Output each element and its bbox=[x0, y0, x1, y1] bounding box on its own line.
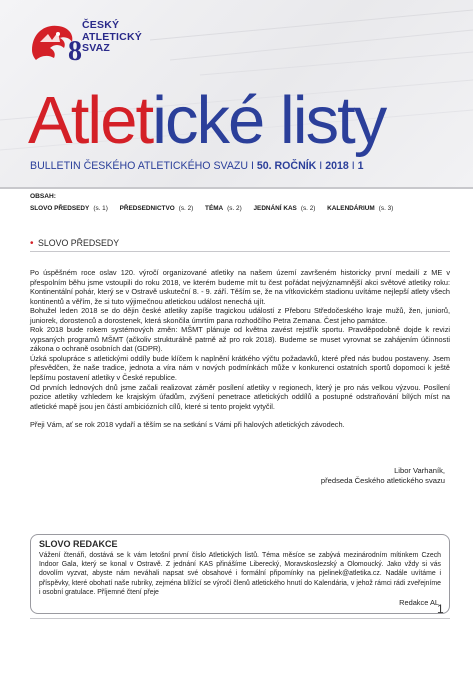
editorial-sign: Redakce AL bbox=[399, 598, 439, 607]
header-divider bbox=[0, 187, 473, 189]
subtitle-year: 2018 bbox=[325, 160, 349, 172]
contents-item-title[interactable]: PŘEDSEDNICTVO bbox=[119, 205, 175, 212]
section-bullet-icon: • bbox=[30, 238, 34, 249]
signature-role: předseda Českého atletického svazu bbox=[320, 476, 445, 485]
page-number: 1 bbox=[437, 602, 444, 616]
masthead-subtitle bbox=[30, 160, 364, 172]
contents-item-page: (s. 2) bbox=[300, 205, 316, 212]
contents-item-title[interactable]: TÉMA bbox=[205, 205, 224, 212]
svg-text:8: 8 bbox=[68, 36, 82, 67]
masthead-title bbox=[28, 83, 386, 158]
subtitle-separator-1: I bbox=[319, 160, 323, 172]
subtitle-separator-2: I bbox=[351, 160, 355, 172]
paragraph: Přeji Vám, ať se rok 2018 vydaří a těším se na setkání s Vámi při halových atletických závodech. bbox=[30, 420, 345, 430]
masthead-title-blue: ické listy bbox=[152, 83, 386, 158]
masthead-title-red: Atlet bbox=[28, 83, 153, 158]
paragraph: Rok 2018 bude rokem systémových změn: MŠMT plánuje od května zavést rejstřík sportu. Pravděpodobně dojde k revizi vypsaných programů MŠMT (ačkoliv strukturálně patrně až pro rok 2018). Budeme se muset vyrovnat se zahájením účinnosti zákona o ochraně osobních dat (GDPR). bbox=[30, 325, 450, 354]
paragraph: Bohužel leden 2018 se do dějin české atletiky zapíše tragickou událostí z Přeboru Středočeského kraje mužů, žen, juniorů, juniorek, dorostenců a dorostenek, která skončila úmrtím pana rozhodčího Petra Zemana. Čest jeho památce. bbox=[30, 306, 450, 325]
signature bbox=[321, 466, 445, 486]
subtitle-volume: 50. ROČNÍK bbox=[256, 160, 317, 172]
subtitle-text: BULLETIN ČESKÉHO ATLETICKÉHO SVAZU I bbox=[30, 160, 254, 172]
logo-text bbox=[82, 20, 162, 55]
contents-item-page: (s. 2) bbox=[178, 205, 194, 212]
paragraph: Od prvních lednových dnů jsme začali realizovat záměr posílení atletiky v regionech, který je pro nás velkou výzvou. Posílení pozice atletiky vzhledem ke krajským úřadům, zvýšení penetrace atletických oddílů a postupné odstraňování bílých míst na atletické mapě jsou jen částí ambiciózních cílů, které si tento projekt vytyčil. bbox=[30, 382, 450, 411]
contents-item-page: (s. 1) bbox=[93, 205, 108, 212]
section-heading-text: SLOVO PŘEDSEDY bbox=[37, 238, 120, 248]
header-band bbox=[0, 0, 473, 188]
contents-items bbox=[30, 205, 450, 212]
logo bbox=[28, 20, 152, 68]
paragraph-gap bbox=[30, 411, 450, 420]
contents-item-title[interactable]: JEDNÁNÍ KAS bbox=[253, 205, 297, 212]
logo-line-2: ATLETICKÝ bbox=[82, 30, 142, 43]
lion-emblem-icon bbox=[28, 20, 82, 68]
editorial-title: SLOVO REDAKCE bbox=[39, 539, 118, 549]
subtitle-issue: 1 bbox=[357, 160, 364, 172]
logo-line-3: SVAZ bbox=[82, 42, 111, 54]
section-heading bbox=[30, 238, 450, 252]
contents-item-title[interactable]: KALENDÁRIUM bbox=[327, 205, 375, 212]
contents-label: OBSAH: bbox=[30, 193, 57, 200]
logo-line-1: ČESKÝ bbox=[82, 19, 120, 31]
contents-item-page: (s. 2) bbox=[227, 205, 242, 212]
editorial-box bbox=[30, 534, 450, 614]
paragraph: Po úspěšném roce oslav 120. výročí organizované atletiky na našem území završeném historicky první medailí z ME v přespolním běhu jsme vstoupili do roku 2018, ve kterém budeme mít tu čest pořádat nejvýznamnější akci světové atletiky roku: Kontinentální pohár, který se v Ostravě uskuteční 8. - 9. září. Těším se, že na vítkovickém stadionu uvítáme nejlepší atlety všech kontinentů a věřím, že si tuto výjimečnou atletickou událost nenechá ujít. bbox=[30, 268, 450, 306]
article-body bbox=[30, 268, 450, 430]
contents-item-page: (s. 3) bbox=[378, 205, 394, 212]
table-of-contents bbox=[30, 193, 450, 212]
footer-divider bbox=[30, 618, 450, 619]
signature-name: Libor Varhaník, bbox=[394, 466, 445, 475]
editorial-text: Vážení čtenáři, dostává se k vám letošní první číslo Atletických listů. Téma měsíce se zabývá mezinárodním mítinkem Czech Indoor Gala, který se konal v Ostravě. Z jednání KAS přinášíme Liberecký, Moravskoslezský a Olomoucký. Jako vždy si vás dovolím vyzvat, abyste nám neváhali napsat své obsahové i formální připomínky na pjelinek@atletika.cz. Nadále uvítáme i příspěvky, které obohatí naše rubriky, zejména blížící se výročí členů atletického hnutí do Kalendária, v jehož rámci rádi zveřejníme i osobní gratulace. Příjemné čtení přeje bbox=[39, 552, 441, 596]
contents-item-title[interactable]: SLOVO PŘEDSEDY bbox=[30, 205, 90, 212]
paragraph: Úzká spolupráce s atletickými oddíly bude klíčem k naplnění krátkého výčtu požadavků, které před nás budou postaveny. Jsem přesvědčen, že naše tradice, jednota a víra nám v nových podmínkách může v konkurenci ostatních sportů dopomoci k ještě lepšímu postavení atletiky v České republice. bbox=[30, 353, 450, 383]
